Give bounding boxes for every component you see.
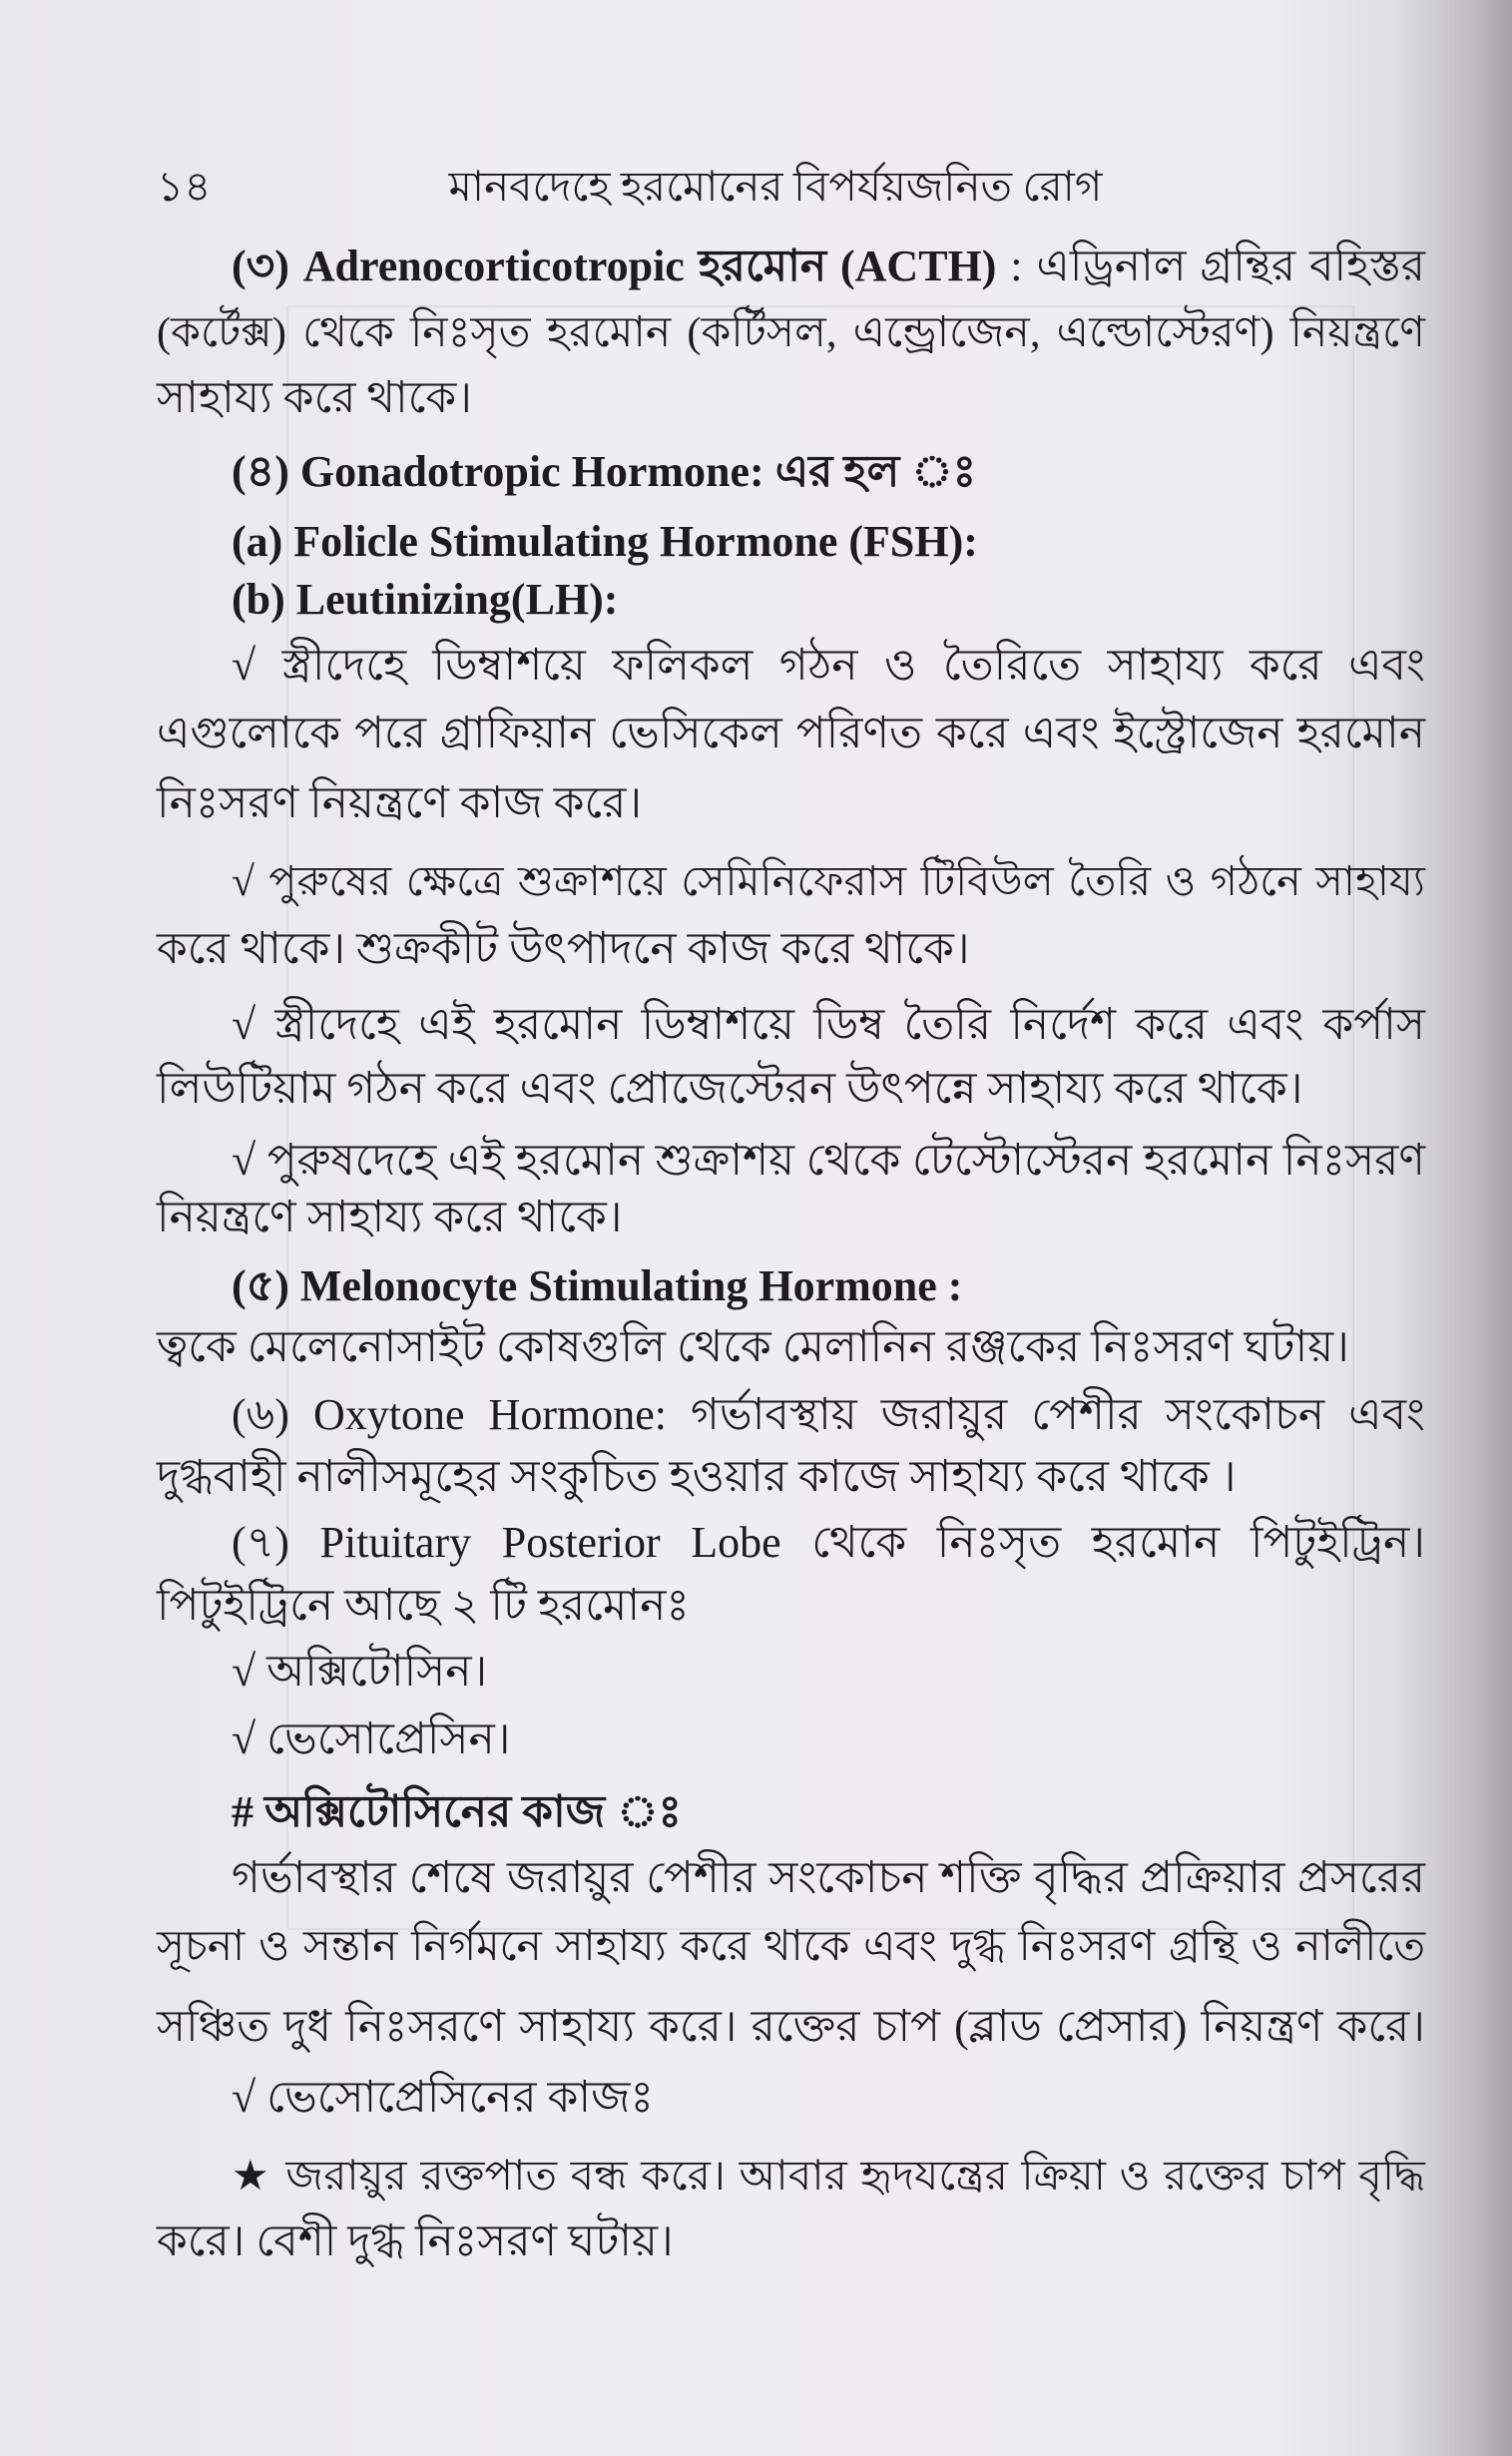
msh-heading: [232, 1256, 1425, 1316]
posterior-lobe-paragraph-line: পিটুইট্রিনে আছে ২ টি হরমোনঃ: [157, 1581, 690, 1630]
vasopressin-item: √ ভেসোপ্রেসিন।: [232, 1715, 511, 1763]
vasopressin-function-heading: √ ভেসোপ্রেসিনের কাজঃ: [232, 2073, 654, 2122]
fsh-function-line: √ স্ত্রীদেহে ডিম্বাশয়ে ফলিকল গঠন ও তৈরিতে সাহায্য করে এবং: [232, 641, 1425, 690]
fsh-function-line: এগুলোকে পরে গ্রাফিয়ান ভেসিকেল পরিণত করে এবং ইস্ট্রোজেন হরমোন: [157, 709, 1425, 757]
acth-heading-line: [232, 237, 1425, 296]
fsh-male-function-line: √ পুরুষের ক্ষেত্রে শুক্রাশয়ে সেমিনিফেরাস টিবিউল তৈরি ও গঠনে সাহায্য: [232, 859, 1425, 905]
lh-male-function-line: নিয়ন্ত্রণে সাহায্য করে থাকে।: [157, 1193, 623, 1241]
vasopressin-function-line: ★ জরায়ুর রক্তপাত বন্ধ করে। আবার হৃদযন্ত্রের ক্রিয়া ও রক্তের চাপ বৃদ্ধি: [232, 2153, 1425, 2200]
acth-heading: (৩) Adrenocorticotropic হরমোন (ACTH): [232, 242, 997, 290]
acth-heading-rest: : এড্রিনাল গ্রন্থির বহিস্তর: [996, 242, 1425, 290]
fsh-item-text: (a) Folicle Stimulating Hormone (FSH):: [232, 517, 978, 566]
running-title: মানবদেহে হরমোনের বিপর্যয়জনিত রোগ: [448, 165, 1103, 211]
acth-description-line: (কর্টেক্স) থেকে নিঃসৃত হরমোন (কর্টিসল, এন্ড্রোজেন, এল্ডোস্টেরণ) নিয়ন্ত্রণে: [157, 309, 1425, 356]
gonadotropic-heading-text: (৪) Gonadotropic Hormone: এর হল ঃ: [232, 447, 977, 496]
oxytocin-function-line: গর্ভাবস্থার শেষে জরায়ুর পেশীর সংকোচন শক্তি বৃদ্ধির প্রক্রিয়ার প্রসরের: [232, 1853, 1425, 1902]
oxytocin-function-heading-text: # অক্সিটোসিনের কাজ ঃ: [232, 1787, 682, 1836]
msh-heading-text: (৫) Melonocyte Stimulating Hormone :: [232, 1261, 963, 1310]
oxytocin-function-line: সঞ্চিত দুধ নিঃসরণে সাহায্য করে। রক্তের চাপ (ব্লাড প্রেসার) নিয়ন্ত্রণ করে।: [157, 2002, 1425, 2051]
oxytocin-function-line: সূচনা ও সন্তান নির্গমনে সাহায্য করে থাকে এবং দুগ্ধ নিঃসরণ গ্রন্থি ও নালীতে: [157, 1923, 1425, 1970]
page-number: ১৪: [157, 165, 212, 211]
msh-description: ত্বকে মেলেনোসাইট কোষগুলি থেকে মেলানিন রঞ্জকের নিঃসরণ ঘটায়।: [157, 1322, 1349, 1371]
vasopressin-function-line: করে। বেশী দুগ্ধ নিঃসরণ ঘটায়।: [157, 2216, 674, 2265]
oxytone-paragraph-line: (৬) Oxytone Hormone: গর্ভাবস্থায় জরায়ুর পেশীর সংকোচন এবং: [232, 1390, 1425, 1439]
fsh-function-line: নিঃসরণ নিয়ন্ত্রণে কাজ করে।: [157, 778, 643, 827]
fsh-male-function-line: করে থাকে। শুক্রকীট উৎপাদনে কাজ করে থাকে।: [157, 924, 970, 973]
acth-description-line: সাহায্য করে থাকে।: [157, 373, 472, 422]
lh-item: [232, 570, 1425, 630]
lh-male-function-line: √ পুরুষদেহে এই হরমোন শুক্রাশয় থেকে টেস্টোস্টেরন হরমোন নিঃসরণ: [232, 1136, 1425, 1185]
oxytocin-function-heading: [232, 1782, 1425, 1842]
posterior-lobe-paragraph-line: (৭) Pituitary Posterior Lobe থেকে নিঃসৃত হরমোন পিটুইট্রিন।: [232, 1518, 1425, 1567]
gonadotropic-heading: [232, 442, 1425, 502]
oxytocin-item: √ অক্সিটোসিন।: [232, 1647, 488, 1696]
lh-item-text: (b) Leutinizing(LH):: [232, 575, 619, 624]
lh-female-function-line: লিউটিয়াম গঠন করে এবং প্রোজেস্টেরন উৎপন্নে সাহায্য করে থাকে।: [157, 1064, 1303, 1113]
lh-female-function-line: √ স্ত্রীদেহে এই হরমোন ডিম্বাশয়ে ডিম্ব তৈরি নির্দেশ করে এবং কর্পাস: [232, 1000, 1425, 1049]
fsh-item: [232, 512, 1425, 572]
oxytone-paragraph-line: দুগ্ধবাহী নালীসমূহের সংকুচিত হওয়ার কাজে সাহায্য করে থাকে ।: [157, 1452, 1237, 1501]
